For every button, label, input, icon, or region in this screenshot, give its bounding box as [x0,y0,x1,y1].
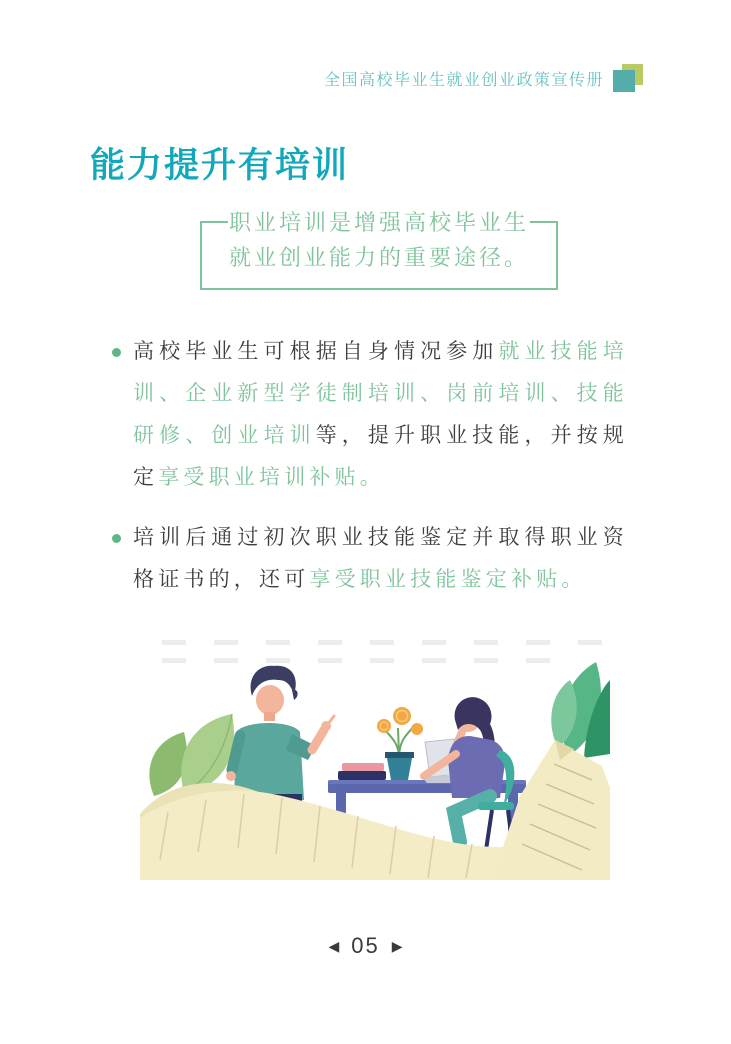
bullet-1-seg-4: 享受职业培训补贴。 [158,466,386,489]
bullet-1-seg-1: 高校毕业生可根据自身情况参加 [133,340,499,363]
bullet-dot-icon [112,534,121,543]
quote-line-2: 就业创业能力的重要途径。 [228,245,529,270]
bullet-2-seg-1: 培训后通过初次职业技能鉴定并取得职业资格证书的，还可 [133,526,628,591]
page-number: 05 [351,933,380,958]
training-illustration [140,628,610,880]
bullet-dot-icon [112,348,121,357]
page-title: 能力提升有培训 [90,146,350,185]
bullet-2-seg-2: 享受职业技能鉴定补贴。 [309,568,587,591]
quote-line-1: 职业培训是增强高校毕业生 [228,210,529,235]
bullet-1-seg-2: 就业技能培训、企业新型学徒制培训、岗前培训、技能研修、创业培训 [133,340,628,447]
page-header [324,64,643,92]
booklet-title: 全国高校毕业生就业创业政策宣传册 [323,71,604,89]
bullet-1-seg-3: 等，提升职业技能，并按规定 [133,424,628,489]
badge-front-square [613,70,635,92]
books [338,763,386,780]
pagination [0,933,731,959]
prev-page-icon[interactable]: ◀ [328,937,340,954]
dashed-pattern [162,640,602,663]
next-page-icon[interactable]: ▶ [391,937,403,954]
bullet-item-appraisal [112,517,628,601]
bullet-list [112,331,628,619]
bullet-item-training [112,331,628,499]
overlapping-squares-icon [613,64,643,92]
quote-box [200,210,558,290]
